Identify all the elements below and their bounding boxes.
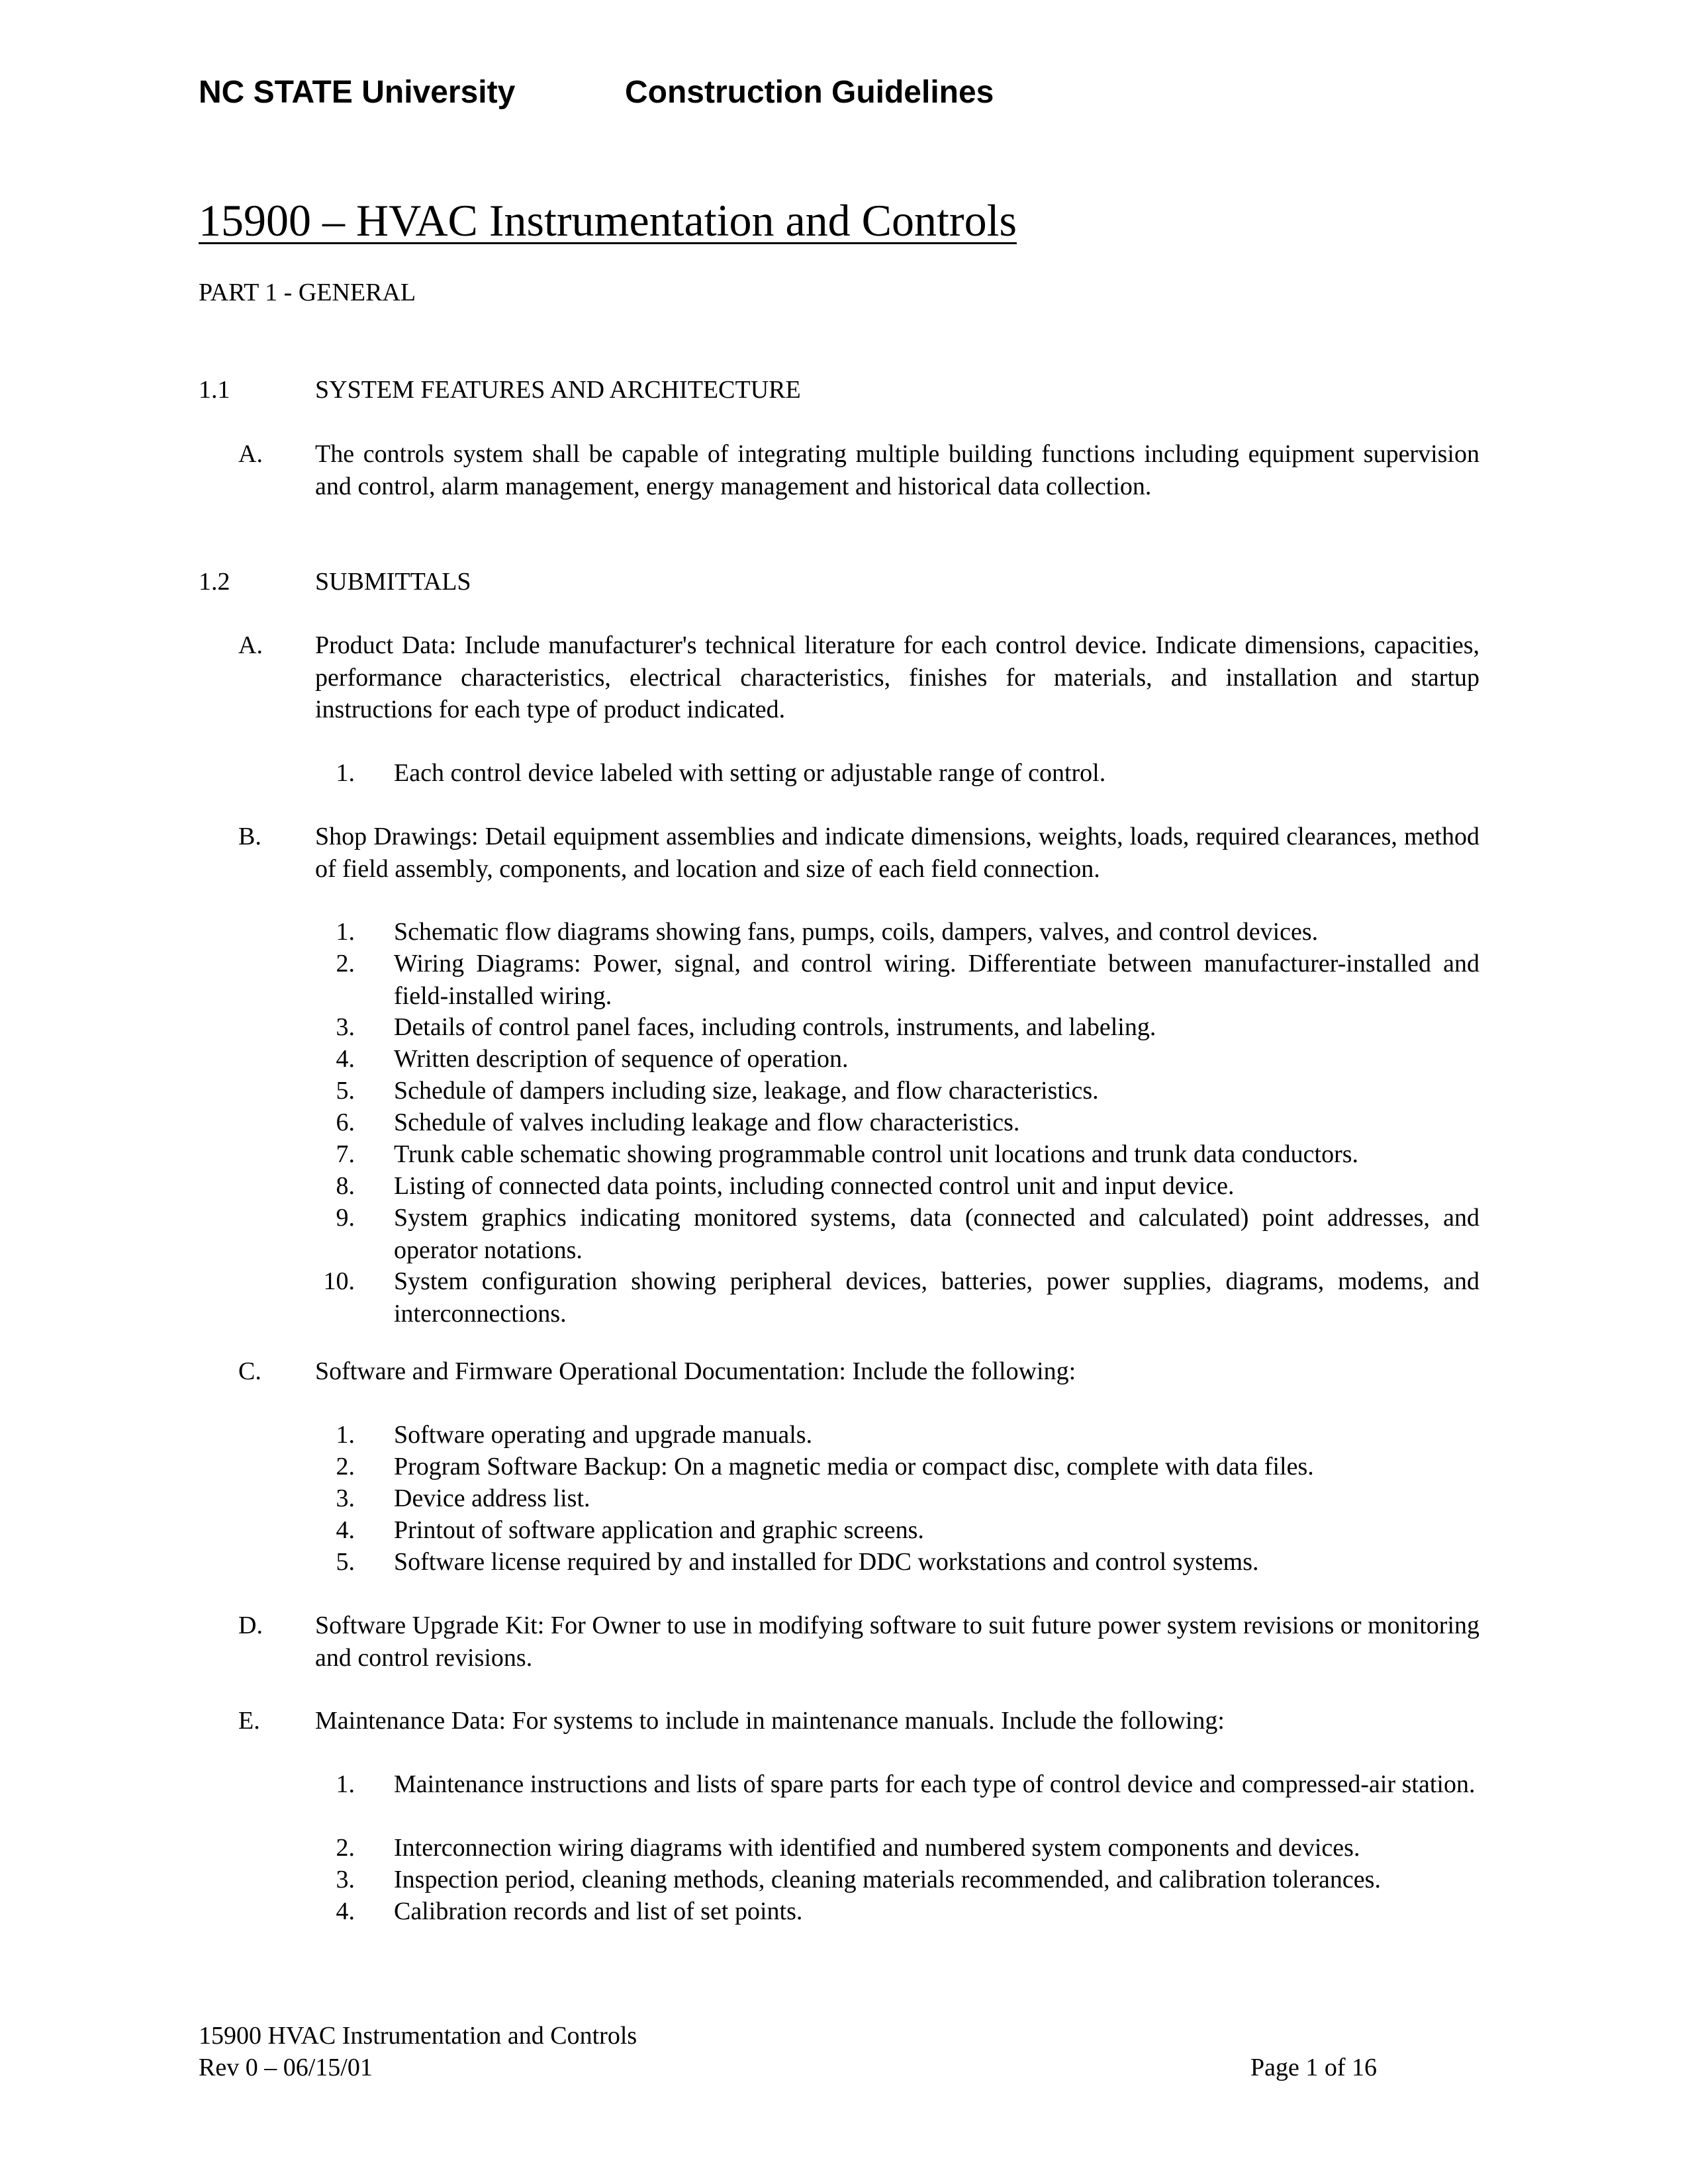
list-item-text: Details of control panel faces, including controls, instruments, and labeling. (394, 1013, 1156, 1041)
list-item-number: 3. (336, 1013, 355, 1041)
list-item-number: 1. (336, 1421, 355, 1449)
list-item-number: 4. (336, 1045, 355, 1073)
list-item-text: Written description of sequence of operation. (394, 1045, 849, 1073)
list-item-text: Inspection period, cleaning methods, cleaning materials recommended, and calibration tolerances. (394, 1866, 1381, 1893)
list-item-text: Calibration records and list of set points. (394, 1897, 803, 1925)
paragraph-label: C. (238, 1357, 261, 1385)
page-footer (199, 2020, 1377, 2083)
list-item-text: Interconnection wiring diagrams with identified and numbered system components and devices. (394, 1834, 1360, 1862)
list-item-text: Maintenance instructions and lists of spare parts for each type of control device and compressed-air station. (394, 1770, 1476, 1798)
paragraph-text: Shop Drawings: Detail equipment assemblies and indicate dimensions, weights, loads, required clearances, method of field assembly, components, and location and size of each field connection. (315, 823, 1479, 883)
section-number: 1.1 (199, 376, 230, 404)
list-item-number: 5. (336, 1077, 355, 1105)
paragraph-text: Software and Firmware Operational Documentation: Include the following: (315, 1357, 1076, 1385)
guidelines-label: Construction Guidelines (625, 75, 994, 110)
list-item-text: Program Software Backup: On a magnetic media or compact disc, complete with data files. (394, 1453, 1314, 1480)
list-item-text: Software license required by and installed for DDC workstations and control systems. (394, 1548, 1259, 1576)
list-item-number: 4. (336, 1516, 355, 1544)
list-item-number: 3. (336, 1484, 355, 1512)
paragraph-label: B. (238, 823, 261, 850)
list-item-text: System configuration showing peripheral devices, batteries, power supplies, diagrams, modems, and interconnections. (394, 1267, 1479, 1328)
paragraph-label: D. (238, 1612, 263, 1639)
section-title: SYSTEM FEATURES AND ARCHITECTURE (315, 376, 801, 404)
document-title: 15900 – HVAC Instrumentation and Controls (199, 195, 1017, 246)
list-item-number: 10. (323, 1267, 355, 1295)
list-item-number: 1. (336, 918, 355, 946)
list-item-text: System graphics indicating monitored systems, data (connected and calculated) point addresses, and operator notations. (394, 1204, 1479, 1264)
list-item-number: 1. (336, 759, 355, 787)
university-name: NC STATE University (199, 75, 516, 110)
list-item-number: 4. (336, 1897, 355, 1925)
paragraph-text: Software Upgrade Kit: For Owner to use in modifying software to suit future power system revisions or monitoring and control revisions. (315, 1612, 1479, 1672)
list-item-text: Schematic flow diagrams showing fans, pumps, coils, dampers, valves, and control devices. (394, 918, 1319, 946)
list-item-number: 1. (336, 1770, 355, 1798)
list-item-text: Each control device labeled with setting or adjustable range of control. (394, 759, 1106, 787)
list-item-text: Schedule of dampers including size, leakage, and flow characteristics. (394, 1077, 1099, 1105)
list-item-text: Trunk cable schematic showing programmable control unit locations and trunk data conductors. (394, 1140, 1359, 1168)
footer-page-number: Page 1 of 16 (1250, 2054, 1377, 2081)
list-item-number: 3. (336, 1866, 355, 1893)
list-item-text: Software operating and upgrade manuals. (394, 1421, 813, 1449)
footer-revision: Rev 0 – 06/15/01 (199, 2054, 373, 2081)
list-item-number: 6. (336, 1109, 355, 1136)
list-item-text: Device address list. (394, 1484, 590, 1512)
paragraph-text: The controls system shall be capable of integrating multiple building functions including equipment supervision and control, alarm management, energy management and historical data collection. (315, 440, 1479, 500)
list-item-number: 7. (336, 1140, 355, 1168)
paragraph-label: A. (238, 631, 263, 659)
section-number: 1.2 (199, 568, 230, 596)
list-item-number: 2. (336, 950, 355, 978)
page-header (199, 74, 994, 111)
paragraph-text: Product Data: Include manufacturer's technical literature for each control device. Indicate dimensions, capacities, performance characteristics, electrical characteristics, finishes for materials, and installation and startup instructions for each type of product indicated. (315, 631, 1479, 723)
list-item-text: Listing of connected data points, including connected control unit and input device. (394, 1172, 1235, 1200)
list-item-number: 2. (336, 1834, 355, 1862)
list-item-number: 8. (336, 1172, 355, 1200)
section-title: SUBMITTALS (315, 568, 471, 596)
list-item-number: 9. (336, 1204, 355, 1232)
list-item-text: Wiring Diagrams: Power, signal, and control wiring. Differentiate between manufacturer-installed and field-installed wiring. (394, 950, 1479, 1010)
paragraph-label: A. (238, 440, 263, 468)
list-item-text: Schedule of valves including leakage and flow characteristics. (394, 1109, 1020, 1136)
paragraph-text: Maintenance Data: For systems to include in maintenance manuals. Include the following: (315, 1707, 1225, 1735)
list-item-number: 5. (336, 1548, 355, 1576)
list-item-number: 2. (336, 1453, 355, 1480)
paragraph-label: E. (238, 1707, 260, 1735)
footer-document-name: 15900 HVAC Instrumentation and Controls (199, 2022, 637, 2050)
part-heading: PART 1 - GENERAL (199, 279, 416, 306)
list-item-text: Printout of software application and graphic screens. (394, 1516, 924, 1544)
